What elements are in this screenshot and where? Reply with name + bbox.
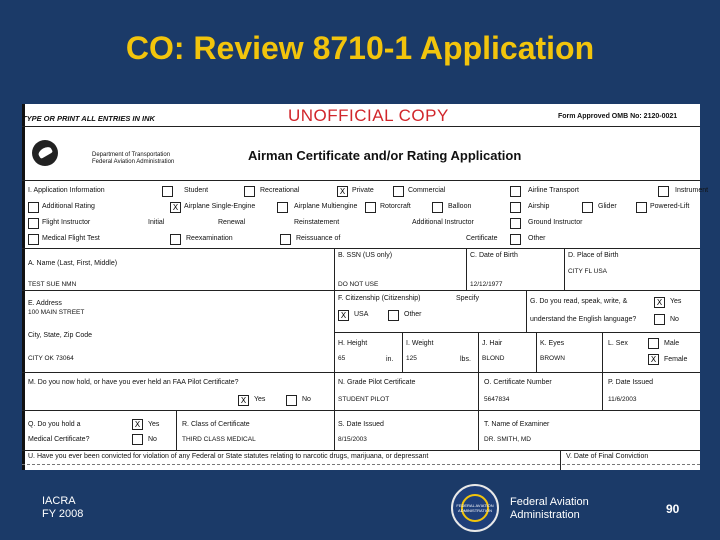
class-value: THIRD CLASS MEDICAL (182, 436, 256, 443)
height-label: H. Height (338, 340, 368, 347)
english-question-1: G. Do you read, speak, write, & (530, 298, 628, 305)
additional-rating-checkbox[interactable] (28, 202, 39, 213)
private-checkbox[interactable]: X (337, 186, 348, 197)
balloon-checkbox[interactable] (432, 202, 443, 213)
sex-label: L. Sex (608, 340, 628, 347)
additional-instructor-label: Additional Instructor (412, 219, 474, 226)
english-no-label: No (670, 316, 679, 323)
powered-lift-checkbox[interactable] (636, 202, 647, 213)
medical-no-checkbox[interactable] (132, 434, 143, 445)
hair-value: BLOND (482, 355, 505, 362)
reinstatement-label: Reinstatement (294, 219, 340, 226)
airship-checkbox[interactable] (510, 202, 521, 213)
city-label: City, State, Zip Code (28, 332, 93, 339)
recreational-label: Recreational (260, 187, 300, 194)
student-label: Student (184, 187, 209, 194)
s-date-label: S. Date Issued (338, 421, 384, 428)
male-checkbox[interactable] (648, 338, 659, 349)
weight-unit: lbs. (460, 356, 471, 363)
other-citizenship-label: Other (404, 311, 422, 318)
amel-checkbox[interactable] (277, 202, 288, 213)
other-citizenship-checkbox[interactable] (388, 310, 399, 321)
glider-checkbox[interactable] (582, 202, 593, 213)
english-yes-label: Yes (670, 298, 682, 305)
footer-org: Federal Aviation Administration (510, 496, 589, 521)
flight-instructor-checkbox[interactable] (28, 218, 39, 229)
conviction-date-label: V. Date of Final Conviction (566, 453, 649, 460)
form-document (22, 104, 709, 470)
application-info-label: I. Application Information (28, 187, 105, 194)
balloon-label: Balloon (448, 203, 472, 210)
instrument-checkbox[interactable] (658, 186, 669, 197)
english-yes-checkbox[interactable]: X (654, 297, 665, 308)
weight-value: 125 (406, 355, 417, 362)
faa-seal-icon (451, 484, 499, 532)
pob-value: CITY FL USA (568, 268, 608, 275)
other-app-label: Other (528, 235, 546, 242)
medical-flight-test-checkbox[interactable] (28, 234, 39, 245)
date-issued-value: 11/6/2003 (608, 396, 637, 403)
certificate-label: Certificate (466, 235, 498, 242)
faa-cert-no-checkbox[interactable] (286, 395, 297, 406)
eyes-value: BROWN (540, 355, 565, 362)
ground-instructor-checkbox[interactable] (510, 218, 521, 229)
scan-edge (22, 104, 25, 470)
date-issued-label: P. Date Issued (608, 379, 654, 386)
faa-cert-question: M. Do you now hold, or have you ever held an FAA Pilot Certificate? (28, 379, 239, 386)
s-date-value: 8/15/2003 (338, 436, 367, 443)
medical-question-1: Q. Do you hold a (28, 421, 81, 428)
ssn-label: B. SSN (US only) (338, 252, 393, 259)
height-unit: in. (386, 356, 394, 363)
flight-instructor-label: Flight Instructor (42, 219, 91, 226)
page-number: 90 (666, 502, 680, 516)
watermark-label: UNOFFICIAL COPY (288, 106, 449, 125)
slide-title: CO: Review 8710-1 Application (125, 30, 595, 66)
reexamination-checkbox[interactable] (170, 234, 181, 245)
commercial-label: Commercial (408, 187, 446, 194)
private-label: Private (352, 187, 374, 194)
reexamination-label: Reexamination (186, 235, 233, 242)
form-title: Airman Certificate and/or Rating Application (248, 148, 522, 163)
address-value: 100 MAIN STREET (28, 309, 85, 316)
cert-number-label: O. Certificate Number (484, 379, 552, 386)
amel-label: Airplane Multiengine (294, 203, 358, 210)
usa-label: USA (354, 311, 369, 318)
english-no-checkbox[interactable] (654, 314, 665, 325)
weight-label: I. Weight (406, 340, 434, 347)
rotorcraft-checkbox[interactable] (365, 202, 376, 213)
examiner-value: DR. SMITH, MD (484, 436, 531, 443)
student-checkbox[interactable] (162, 186, 173, 197)
address-label: E. Address (28, 300, 62, 307)
name-label: A. Name (Last, First, Middle) (28, 260, 118, 267)
female-checkbox[interactable]: X (648, 354, 659, 365)
usa-checkbox[interactable]: X (338, 310, 349, 321)
page-cut-line (22, 464, 700, 466)
omb-number: Form Approved OMB No: 2120-0021 (558, 113, 678, 120)
female-label: Female (664, 356, 688, 363)
hair-label: J. Hair (482, 340, 503, 347)
ssn-value: DO NOT USE (338, 281, 379, 288)
city-value: CITY OK 73064 (28, 355, 74, 362)
faa-cert-no-label: No (302, 396, 311, 403)
department-name: Department of Transportation Federal Aviation Administration (92, 152, 175, 165)
other-app-checkbox[interactable] (510, 234, 521, 245)
glider-label: Glider (598, 203, 617, 210)
powered-lift-label: Powered-Lift (650, 203, 690, 210)
english-question-2: understand the English language? (530, 316, 637, 323)
male-label: Male (664, 340, 680, 347)
height-value: 65 (338, 355, 346, 362)
name-value: TEST SUE NMN (28, 281, 77, 288)
rotorcraft-label: Rotorcraft (380, 203, 411, 210)
recreational-checkbox[interactable] (244, 186, 255, 197)
asel-checkbox[interactable]: X (170, 202, 181, 213)
footer-left: IACRA FY 2008 (42, 495, 84, 520)
ground-instructor-label: Ground Instructor (528, 219, 583, 226)
additional-rating-label: Additional Rating (42, 203, 95, 210)
grade-label: N. Grade Pilot Certificate (338, 379, 416, 386)
citizenship-label: F. Citizenship (Citizenship) (338, 295, 421, 302)
medical-no-label: No (148, 436, 157, 443)
narcotics-question: U. Have you ever been convicted for violation of any Federal or State statutes relating to narcotic drugs, marijuana, or depressant (28, 453, 429, 460)
medical-flight-test-label: Medical Flight Test (42, 235, 100, 242)
instrument-label: Instrument (675, 187, 709, 194)
medical-yes-checkbox[interactable]: X (132, 419, 143, 430)
reissuance-checkbox[interactable] (280, 234, 291, 245)
pob-label: D. Place of Birth (568, 252, 619, 259)
airship-label: Airship (528, 203, 550, 210)
medical-yes-label: Yes (148, 421, 160, 428)
grade-value: STUDENT PILOT (338, 396, 390, 403)
faa-cert-yes-checkbox[interactable]: X (238, 395, 249, 406)
dob-value: 12/12/1977 (470, 281, 503, 288)
commercial-checkbox[interactable] (393, 186, 404, 197)
airline-transport-label: Airline Transport (528, 187, 579, 194)
medical-question-2: Medical Certificate? (28, 436, 90, 443)
form-instruction: TYPE OR PRINT ALL ENTRIES IN INK (22, 114, 155, 123)
class-label: R. Class of Certificate (182, 421, 250, 428)
reissuance-label: Reissuance of (296, 235, 341, 242)
dob-label: C. Date of Birth (470, 252, 518, 259)
examiner-label: T. Name of Examiner (484, 421, 550, 428)
dot-logo-icon (32, 140, 58, 166)
initial-label: Initial (148, 219, 165, 226)
cert-number-value: 5647834 (484, 396, 510, 403)
asel-label: Airplane Single-Engine (184, 203, 256, 210)
renewal-label: Renewal (218, 219, 246, 226)
specify-label: Specify (456, 295, 479, 302)
airline-transport-checkbox[interactable] (510, 186, 521, 197)
seal-text: FEDERAL AVIATION ADMINISTRATION (456, 503, 494, 513)
eyes-label: K. Eyes (540, 340, 565, 347)
faa-cert-yes-label: Yes (254, 396, 266, 403)
